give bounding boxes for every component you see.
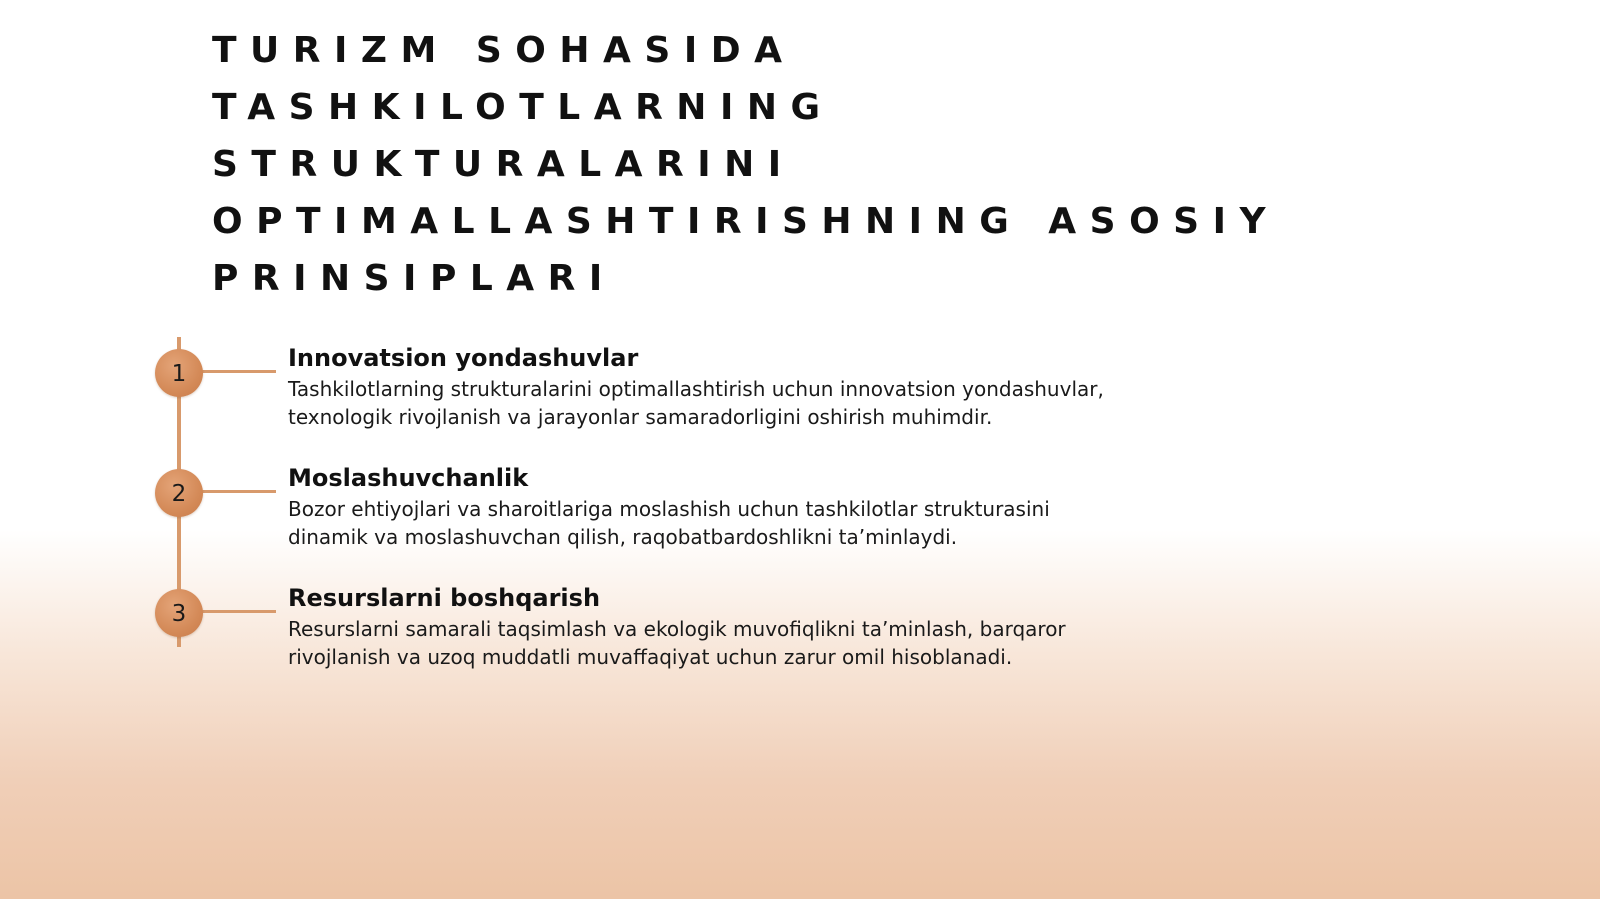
timeline-item (288, 583, 1118, 671)
item-description: Tashkilotlarning strukturalarini optimallashtirish uchun innovatsion yondashuvlar, texnologik rivojlanish va jarayonlar samaradorligini oshirish muhimdir. (288, 377, 1104, 429)
item-heading: Resurslarni boshqarish (288, 584, 601, 612)
slide-title: TURIZM SOHASIDA TASHKILOTLARNING STRUKTURALARINI OPTIMALLASHTIRISHNING ASOSIY PRINSIPLARI (212, 30, 1280, 299)
item-heading: Innovatsion yondashuvlar (288, 344, 639, 372)
timeline-item (288, 463, 1118, 551)
timeline-item (288, 343, 1118, 431)
item-description: Bozor ehtiyojlari va sharoitlariga moslashish uchun tashkilotlar strukturasini dinamik va moslashuvchan qilish, raqobatbardoshlikni ta’minlaydi. (288, 497, 1050, 549)
item-description: Resurslarni samarali taqsimlash va ekologik muvofiqlikni ta’minlash, barqaror rivojlanish va uzoq muddatli muvaffaqiyat uchun zarur omil hisoblanadi. (288, 617, 1066, 669)
step-number-badge: 3 (155, 589, 203, 637)
item-heading: Moslashuvchanlik (288, 464, 529, 492)
step-number-badge: 1 (155, 349, 203, 397)
step-number-badge: 2 (155, 469, 203, 517)
